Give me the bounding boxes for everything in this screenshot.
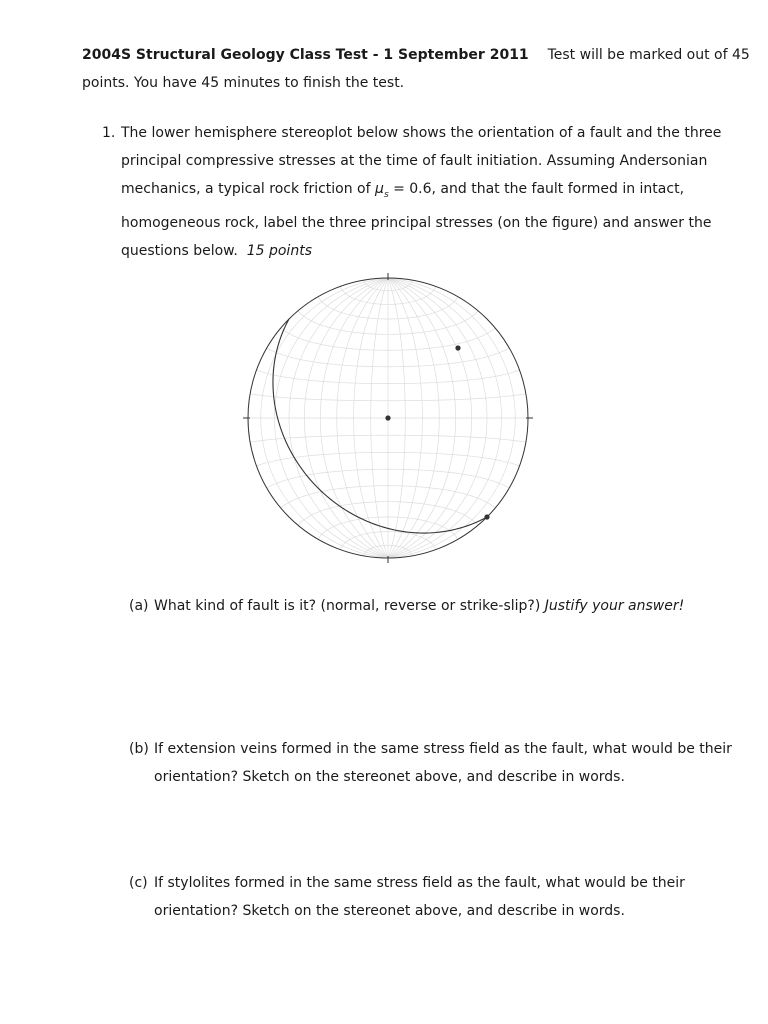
question-line-3-post: = 0.6, and that the fault formed in intact, — [388, 181, 685, 197]
question-points: 15 points — [246, 242, 312, 259]
part-b-text — [154, 735, 732, 791]
part-a-emphasis: Justify your answer! — [544, 598, 685, 614]
part-a-label: (a) — [129, 598, 149, 614]
stereonet-figure — [240, 270, 536, 566]
part-c-label: (c) — [129, 875, 148, 891]
question-1-text — [121, 119, 721, 265]
stress-point-1 — [385, 415, 390, 420]
question-line — [121, 237, 721, 265]
question-line: homogeneous rock, label the three principal stresses (on the figure) and answer the — [121, 214, 712, 231]
part-b-label: (b) — [129, 741, 149, 757]
part-b-line: If extension veins formed in the same stress field as the fault, what would be their — [154, 741, 732, 757]
stress-point-2 — [455, 345, 460, 350]
question-line: The lower hemisphere stereoplot below shows the orientation of a fault and the three — [121, 125, 722, 141]
test-info-1: Test will be marked out of 45 — [547, 47, 750, 63]
part-a-text-line — [154, 598, 684, 614]
test-title: 2004S Structural Geology Class Test - 1 September 2011 — [82, 47, 529, 63]
question-line-3-pre: mechanics, a typical rock friction of — [121, 181, 376, 197]
header-line-1 — [82, 47, 750, 63]
part-c-line: If stylolites formed in the same stress field as the fault, what would be their — [154, 875, 685, 891]
question-line-5: questions below. — [121, 242, 238, 259]
part-c-line: orientation? Sketch on the stereonet above, and describe in words. — [154, 903, 625, 919]
part-c-text — [154, 869, 685, 925]
part-b-line: orientation? Sketch on the stereonet above, and describe in words. — [154, 769, 625, 785]
fault-plane-great-circle — [273, 319, 487, 533]
stress-point-3 — [484, 514, 489, 519]
question-line — [121, 175, 721, 209]
question-number: 1. — [102, 125, 116, 141]
test-info-2: points. You have 45 minutes to finish the test. — [82, 75, 405, 91]
mu-symbol: μ — [375, 181, 384, 197]
question-line: principal compressive stresses at the time of fault initiation. Assuming Andersonian — [121, 153, 708, 169]
part-a-question: What kind of fault is it? (normal, reverse or strike-slip?) — [154, 598, 541, 614]
mu-subscript: s — [383, 189, 389, 200]
